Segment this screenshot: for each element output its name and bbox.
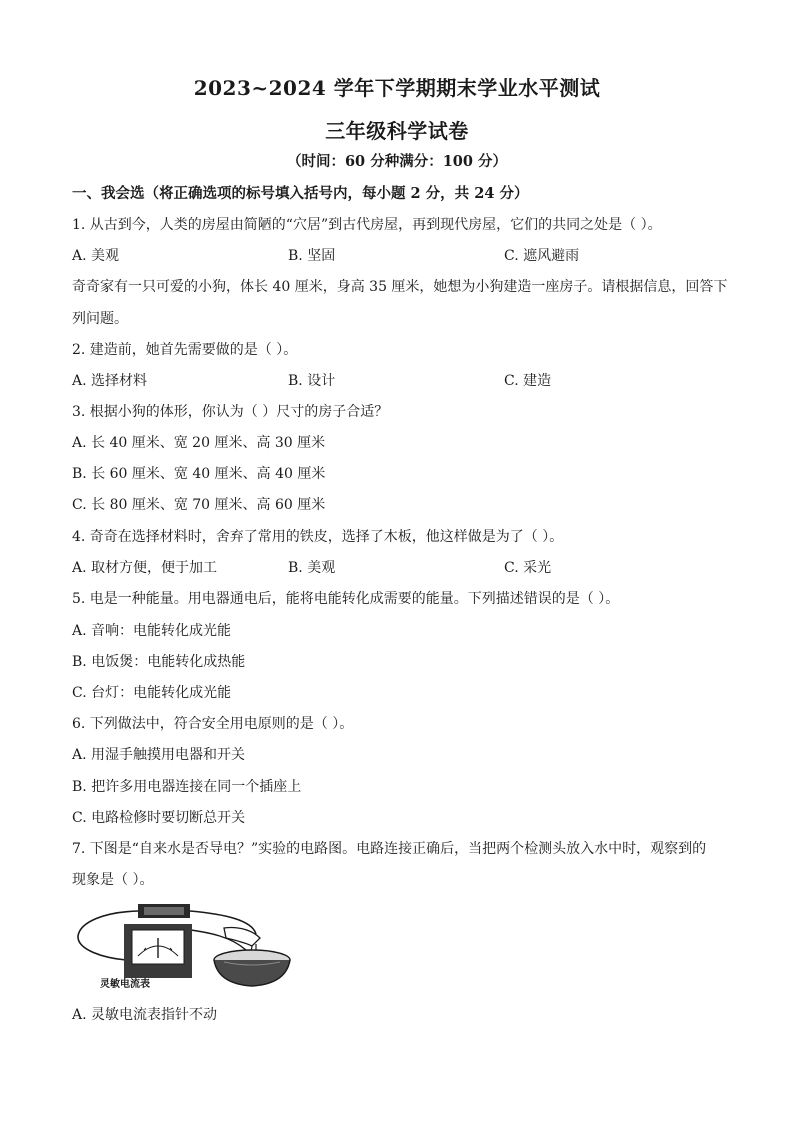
question-3-option-c: C. 长 80 厘米、宽 70 厘米、高 60 厘米 (72, 497, 326, 513)
question-6-option-c: C. 电路检修时要切断总开关 (72, 810, 246, 826)
question-1-option-a: A. 美观 (72, 248, 120, 264)
section-heading: 一、我会选（将正确选项的标号填入括号内，每小题 2 分，共 24 分） (72, 185, 529, 202)
circuit-experiment-drawing (74, 898, 296, 990)
figure-label: 灵敏电流表 (100, 979, 150, 990)
question-4-option-a: A. 取材方便，便于加工 (72, 560, 218, 576)
question-6-option-a: A. 用湿手触摸用电器和开关 (72, 747, 246, 763)
question-5-option-c: C. 台灯：电能转化成光能 (72, 685, 232, 701)
exam-title: 2023~2024 学年下学期期末学业水平测试 (193, 76, 601, 100)
circuit-experiment-figure (74, 898, 296, 990)
question-5-option-b: B. 电饭煲：电能转化成热能 (72, 654, 246, 670)
question-1-option-b: B. 坚固 (288, 248, 336, 264)
exam-subtitle: 三年级科学试卷 (325, 119, 469, 143)
question-2-option-b: B. 设计 (288, 373, 336, 389)
question-4-option-b: B. 美观 (288, 560, 336, 576)
question-4-option-c: C. 采光 (504, 560, 552, 576)
question-3-option-a: A. 长 40 厘米、宽 20 厘米、高 30 厘米 (72, 435, 326, 451)
question-7-stem-line-1: 7. 下图是“自来水是否导电？”实验的电路图。电路连接正确后，当把两个检测头放入水中时，观察到的 (72, 841, 707, 857)
question-6-stem: 6. 下列做法中，符合安全用电原则的是（ ）。 (72, 716, 354, 732)
question-6-option-b: B. 把许多用电器连接在同一个插座上 (72, 779, 302, 795)
exam-info: （时间：60 分种满分：100 分） (286, 153, 508, 170)
question-1-stem: 1. 从古到今，人类的房屋由简陋的“穴居”到古代房屋，再到现代房屋，它们的共同之处是（ ）。 (72, 217, 662, 233)
question-4-stem: 4. 奇奇在选择材料时，舍弃了常用的铁皮，选择了木板，他这样做是为了（ ）。 (72, 529, 564, 545)
question-5-option-a: A. 音响：电能转化成光能 (72, 623, 232, 639)
question-2-option-c: C. 建造 (504, 373, 552, 389)
question-3-option-b: B. 长 60 厘米、宽 40 厘米、高 40 厘米 (72, 466, 326, 482)
question-2-stem: 2. 建造前，她首先需要做的是（ ）。 (72, 342, 298, 358)
passage-line-1: 奇奇家有一只可爱的小狗，体长 40 厘米，身高 35 厘米，她想为小狗建造一座房子。请根据信息，回答下 (72, 279, 728, 295)
question-2-option-a: A. 选择材料 (72, 373, 148, 389)
question-7-option-a: A. 灵敏电流表指针不动 (72, 1007, 218, 1023)
question-1-option-c: C. 遮风避雨 (504, 248, 580, 264)
passage-line-2: 列问题。 (72, 311, 128, 327)
question-5-stem: 5. 电是一种能量。用电器通电后，能将电能转化成需要的能量。下列描述错误的是（ ）。 (72, 591, 620, 607)
question-3-stem: 3. 根据小狗的体形，你认为（ ）尺寸的房子合适？ (72, 404, 389, 420)
question-7-stem-line-2: 现象是（ ）。 (72, 872, 154, 888)
